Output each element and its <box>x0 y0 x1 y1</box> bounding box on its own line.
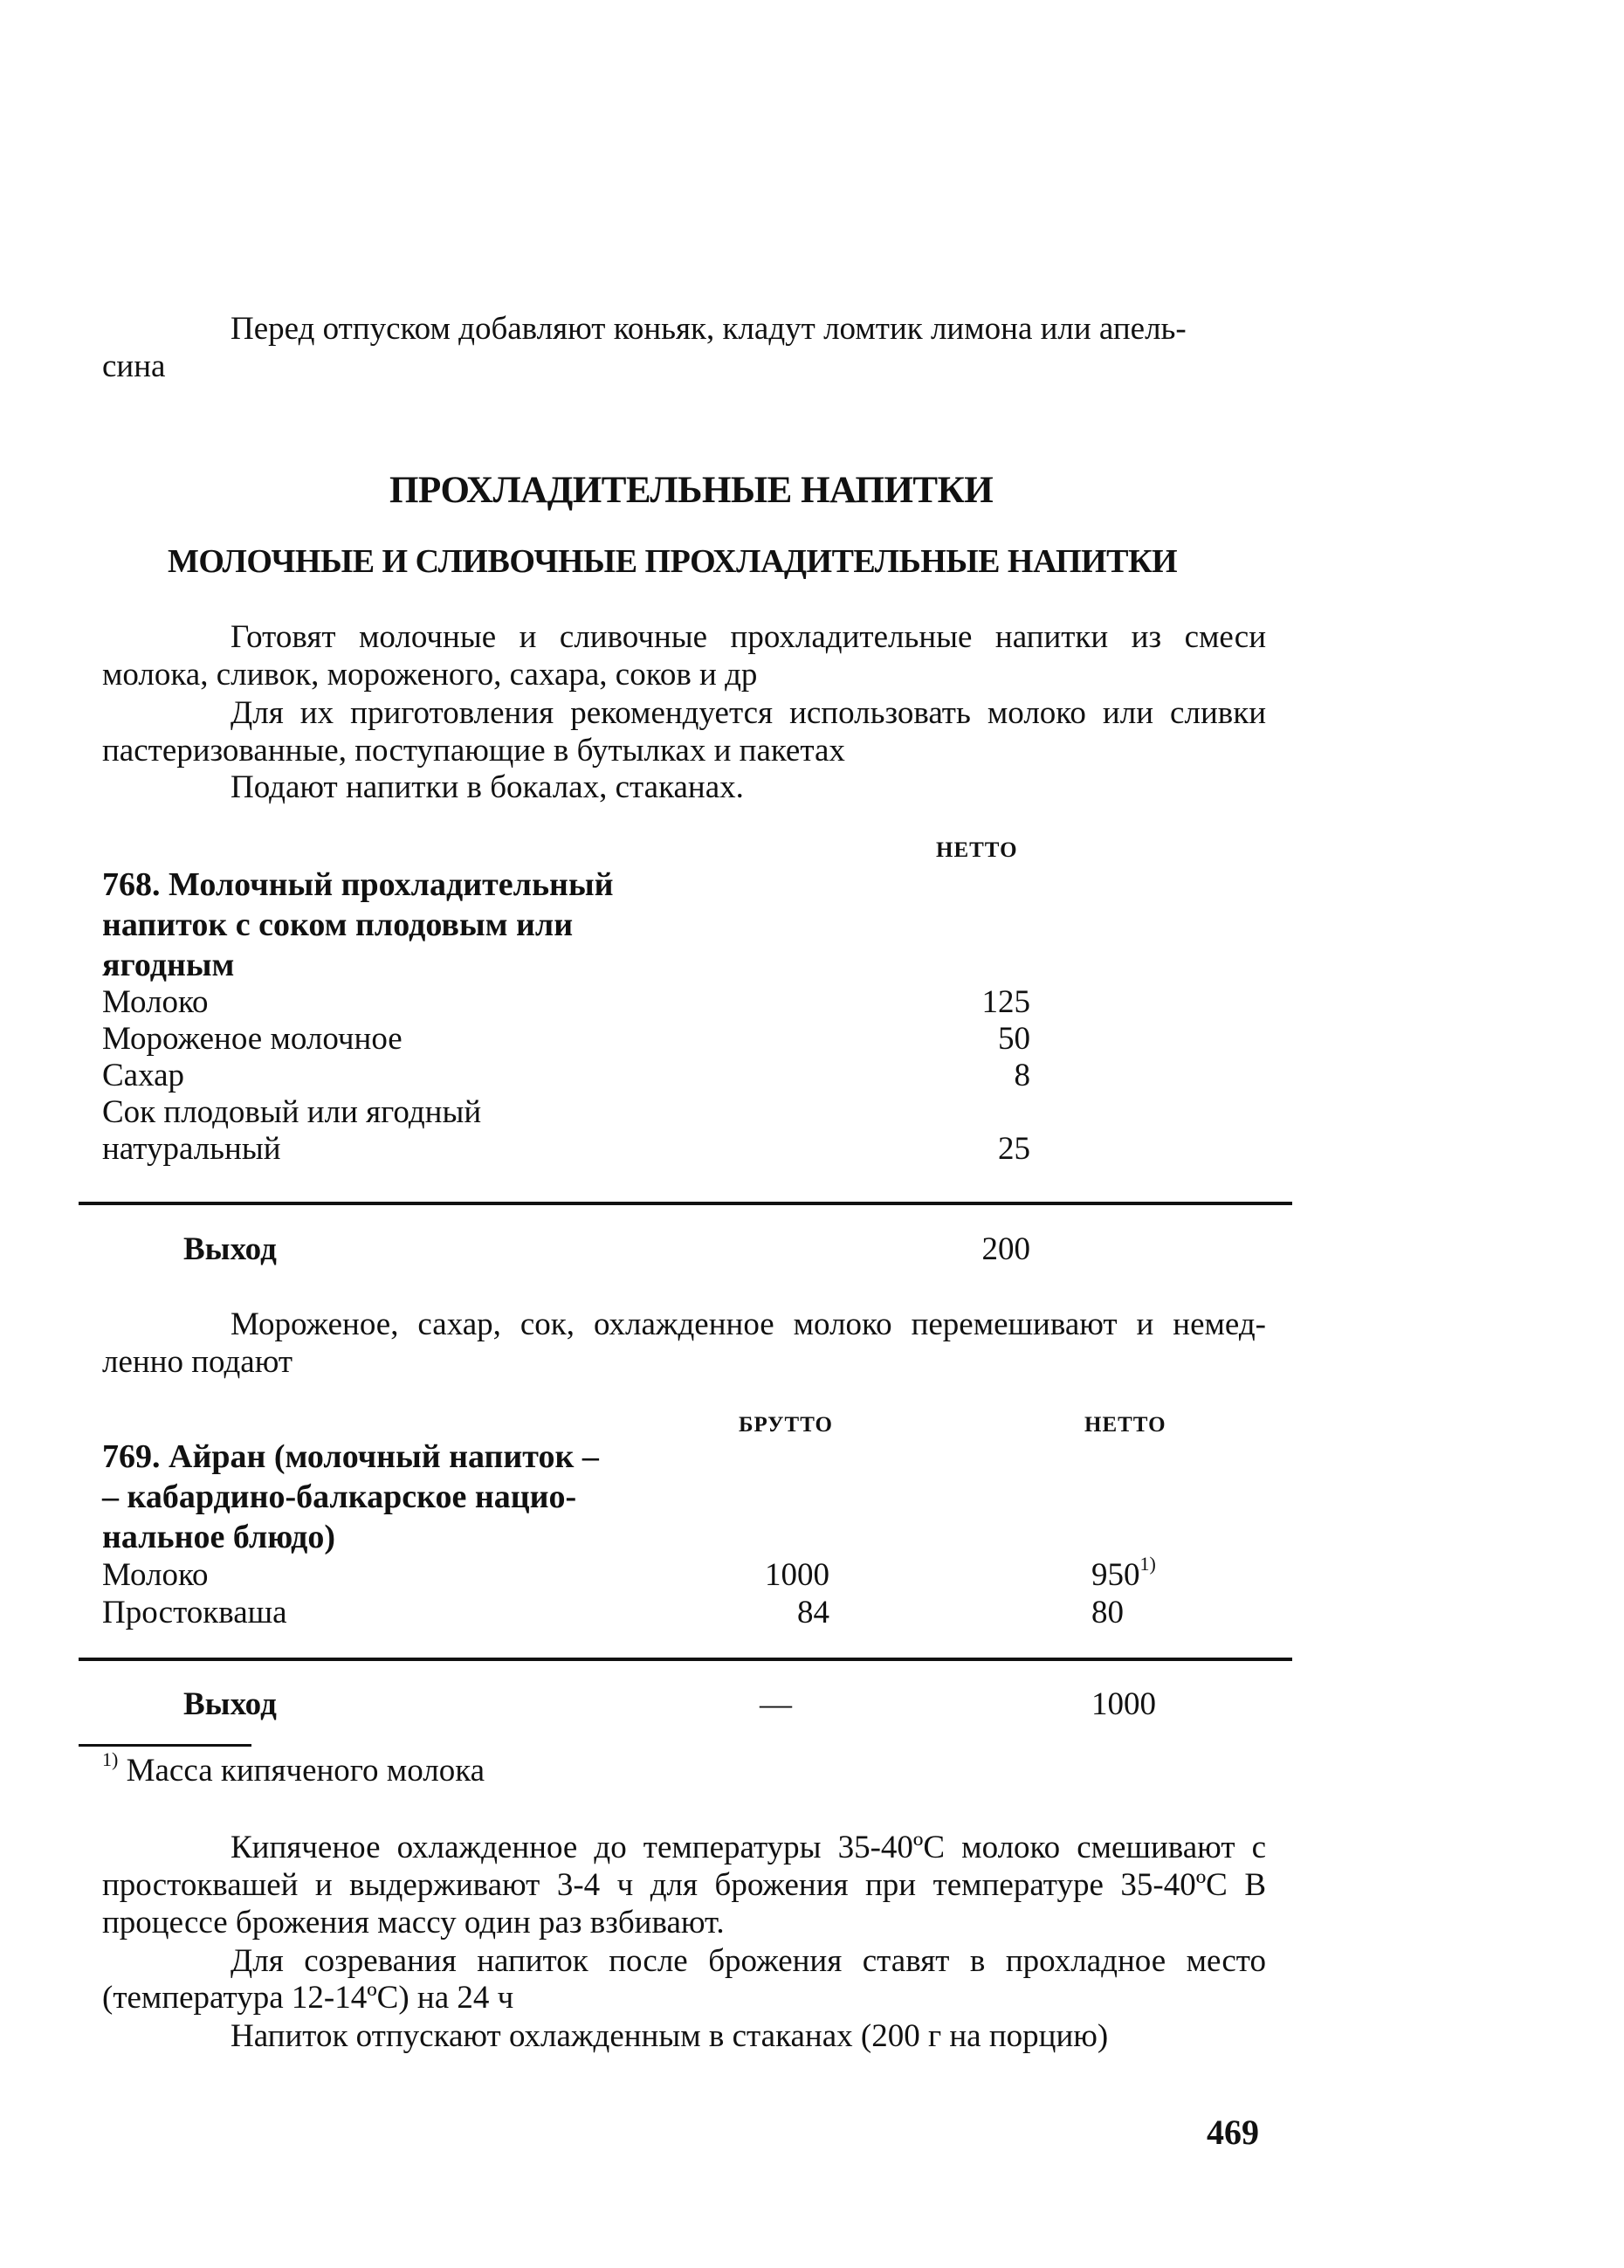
ingredient-name: Простокваша <box>102 1595 287 1630</box>
intro-line-1: Перед отпуском добавляют коньяк, кладут ломтик лимона или апель- <box>231 311 1187 347</box>
ingredient-name: Молоко <box>102 1557 209 1593</box>
recipe-769-title-line-1: 769. Айран (молочный напиток – <box>102 1438 599 1475</box>
recipe-768-note-line-1: Мороженое, сахар, сок, охлажденное молоко перемешивают и немед- <box>231 1306 1266 1342</box>
subsection-title: МОЛОЧНЫЕ И СЛИВОЧНЫЕ ПРОХЛАДИТЕЛЬНЫЕ НАПИТКИ <box>168 543 1178 580</box>
method-p1-line-3: процессе брожения массу один раз взбивают. <box>102 1905 725 1941</box>
method-p2-line-1: Для созревания напиток после брожения ставят в прохладное место <box>231 1943 1266 1979</box>
recipe-768-title-line-1: 768. Молочный прохладительный <box>102 866 614 903</box>
footnote-text: Масса кипяченого молока <box>126 1753 485 1789</box>
table-rule-769 <box>79 1658 1292 1661</box>
yield-label-768: Выход <box>183 1231 277 1267</box>
recipe-769-title-line-3: нальное блюдо) <box>102 1519 336 1555</box>
ingredient-netto: 25 <box>998 1131 1030 1167</box>
ingredient-name: натуральный <box>102 1131 281 1167</box>
desc-p2-line-1: Для их приготовления рекомендуется использовать молоко или сливки <box>231 695 1266 731</box>
ingredient-name: Сок плодовый или ягодный <box>102 1094 482 1130</box>
yield-label-769: Выход <box>183 1686 277 1722</box>
page-number: 469 <box>1207 2113 1259 2152</box>
section-title: ПРОХЛАДИТЕЛЬНЫЕ НАПИТКИ <box>389 470 994 511</box>
ingredient-name: Молоко <box>102 984 209 1020</box>
col-header-netto-769: НЕТТО <box>1084 1413 1166 1437</box>
footnote <box>102 1748 485 1789</box>
ingredient-netto: 8 <box>1014 1058 1030 1093</box>
table-rule-768 <box>79 1202 1292 1205</box>
ingredient-brutto: 84 <box>797 1595 829 1630</box>
col-header-netto-768: НЕТТО <box>936 838 1018 862</box>
recipe-768-note-line-2: ленно подают <box>102 1344 293 1380</box>
ingredient-name: Сахар <box>102 1058 185 1093</box>
desc-p3: Подают напитки в бокалах, стаканах. <box>231 769 744 805</box>
recipe-768-title-line-2: напиток с соком плодовым или <box>102 907 574 943</box>
col-header-brutto-769: БРУТТО <box>739 1413 833 1437</box>
recipe-768-title-line-3: ягодным <box>102 947 235 983</box>
yield-brutto-769: — <box>760 1686 792 1722</box>
intro-line-2: сина <box>102 348 166 384</box>
yield-netto-769: 1000 <box>1091 1686 1156 1722</box>
ingredient-netto-value: 950 <box>1091 1557 1140 1593</box>
ingredient-name: Мороженое молочное <box>102 1021 403 1057</box>
footnote-mark: 1) <box>102 1748 119 1770</box>
yield-netto-768: 200 <box>981 1231 1030 1267</box>
footnote-marker: 1) <box>1139 1553 1156 1575</box>
ingredient-netto: 50 <box>998 1021 1030 1057</box>
ingredient-brutto: 1000 <box>765 1557 829 1593</box>
ingredient-netto: 80 <box>1091 1595 1124 1630</box>
desc-p1-line-2: молока, сливок, мороженого, сахара, соков и др <box>102 657 758 693</box>
desc-p2-line-2: пастеризованные, поступающие в бутылках и пакетах <box>102 733 845 769</box>
method-p1-line-1: Кипяченое охлажденное до температуры 35-40ºС молоко смешивают с <box>231 1830 1266 1865</box>
method-p3: Напиток отпускают охлажденным в стаканах (200 г на порцию) <box>231 2018 1109 2054</box>
method-p2-line-2: (температура 12-14ºС) на 24 ч <box>102 1980 514 2016</box>
ingredient-netto: 125 <box>981 984 1030 1020</box>
desc-p1-line-1: Готовят молочные и сливочные прохладительные напитки из смеси <box>231 619 1266 655</box>
ingredient-netto <box>1091 1553 1156 1594</box>
method-p1-line-2: простоквашей и выдерживают 3-4 ч для брожения при температуре 35-40ºС В <box>102 1867 1266 1903</box>
footnote-rule <box>79 1744 251 1747</box>
recipe-769-title-line-2: – кабардино-балкарское нацио- <box>102 1479 577 1515</box>
